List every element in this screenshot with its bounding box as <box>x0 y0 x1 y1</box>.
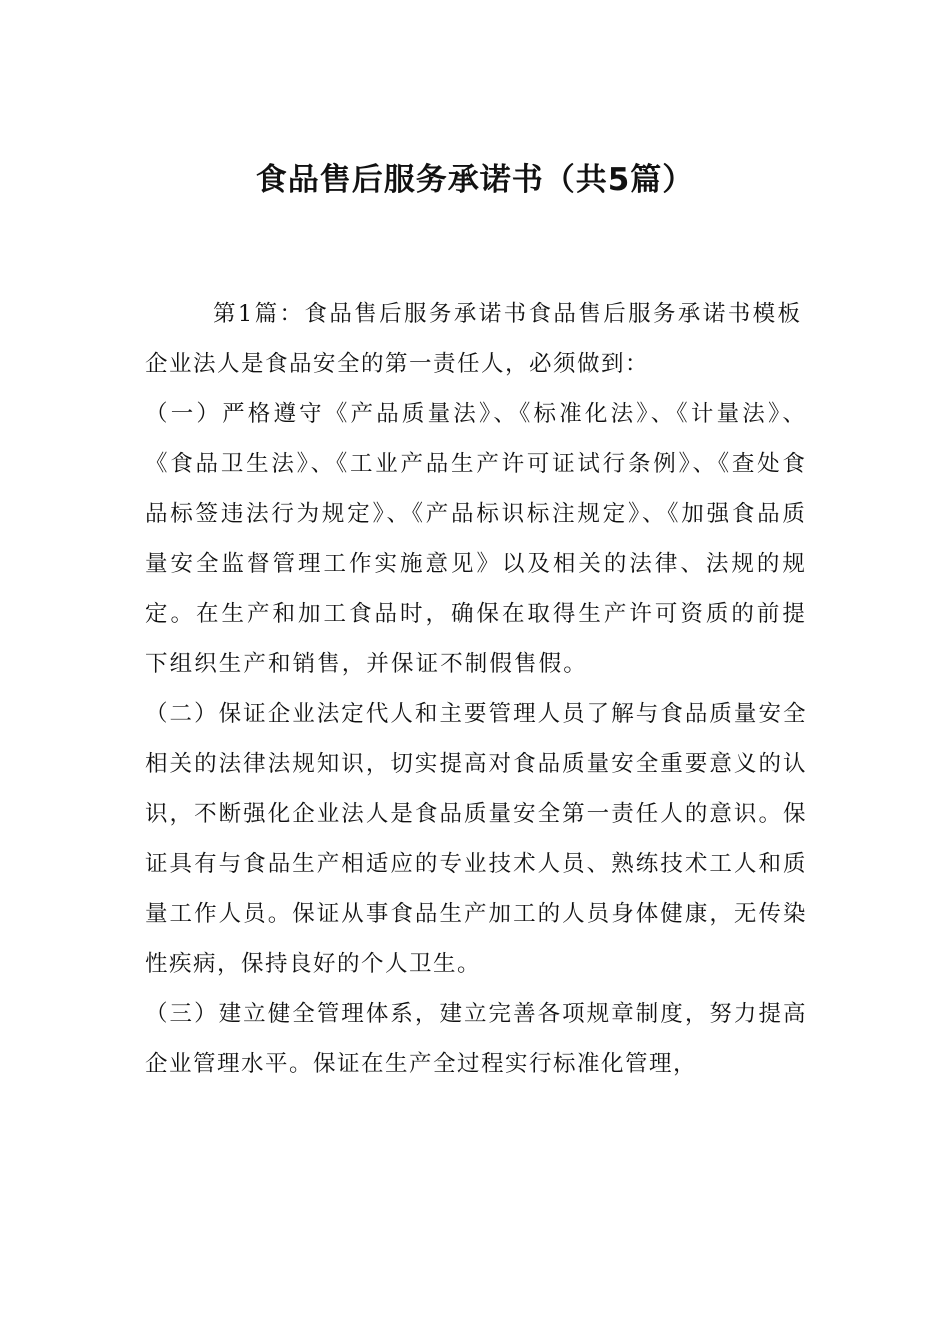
paragraph-item-2: （二）保证企业法定代人和主要管理人员了解与食品质量安全相关的法律法规知识，切实提高对食品质量安全重要意义的认识，不断强化企业法人是食品质量安全第一责任人的意识。保证具有与食品生产相适应的专业技术人员、熟练技术工人和质量工作人员。保证从事食品生产加工的人员身体健康，无传染性疾病，保持良好的个人卫生。 <box>145 701 807 977</box>
document-title: 食品售后服务承诺书（共5篇） <box>255 162 695 198</box>
paragraph-item-1: （一）严格遵守《产品质量法》、《标准化法》、《计量法》、《食品卫生法》、《工业产品生产许可证试行条例》、《查处食品标签违法行为规定》、《产品标识标注规定》、《加强食品质量安全监督管理工作实施意见》以及相关的法律、法规的规定。在生产和加工食品时，确保在取得生产许可资质的前提下组织生产和销售，并保证不制假售假。 <box>145 401 807 677</box>
paragraph-obligation-lead: 企业法人是食品安全的第一责任人，必须做到： <box>145 351 650 377</box>
paragraph-intro: 第1篇：食品售后服务承诺书食品售后服务承诺书模板 <box>213 301 803 327</box>
document-body <box>145 289 807 1089</box>
paragraph-item-3: （三）建立健全管理体系，建立完善各项规章制度，努力提高企业管理水平。保证在生产全过程实行标准化管理， <box>145 1001 807 1077</box>
